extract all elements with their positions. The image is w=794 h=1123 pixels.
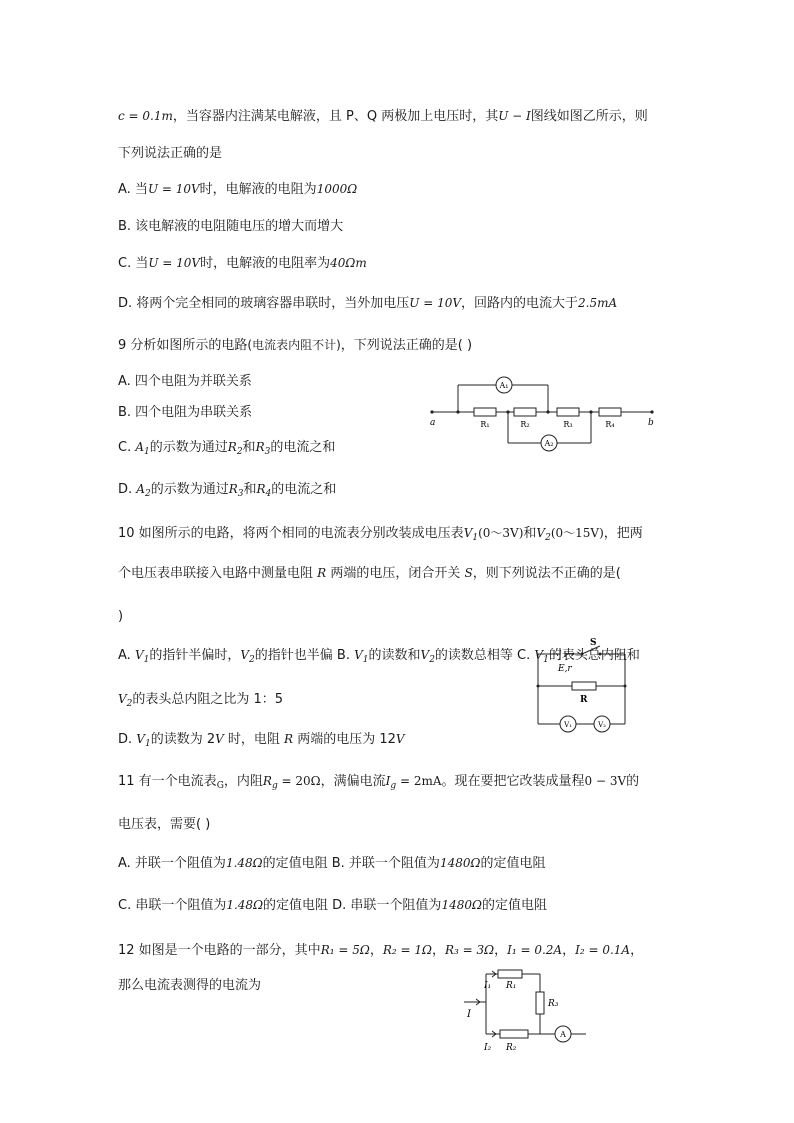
- q10-fig-v1: V₁: [564, 721, 572, 729]
- q9-r1-resistor: [474, 408, 496, 416]
- q9-option-a: A. 四个电阻为并联关系: [118, 374, 252, 389]
- q11-d: 。现在要把它改装成量程: [441, 774, 585, 789]
- q9-fig-a2: A₂: [544, 439, 554, 448]
- q9-option-c: [118, 438, 335, 461]
- q12-fig-i: I: [467, 1009, 471, 1020]
- q10-v2: V: [536, 526, 546, 540]
- q8-c-value: c = 0.1m: [118, 109, 173, 123]
- q11-b-val: 1480Ω: [439, 856, 481, 870]
- q9-c-r1-sub: 2: [236, 447, 243, 457]
- q10-a-t5: 的表头总内阻和: [548, 648, 640, 663]
- q9-fig-a1: A₁: [499, 381, 509, 390]
- q10-b-v1-sub: 1: [362, 655, 369, 665]
- q11-ig: I: [385, 774, 391, 788]
- q12-sep2: ，: [431, 943, 445, 958]
- q8-option-a: [118, 180, 357, 199]
- q11-b-end: 的定值电阻: [480, 856, 546, 871]
- q11-a-pre: A. 并联一个阻值为: [118, 856, 226, 871]
- q10-a-t3: 的读数和: [368, 648, 421, 663]
- q9-fig-r1: R₁: [480, 420, 490, 429]
- q8-ui-label: U − I: [498, 109, 531, 123]
- q10-a-v1: V: [134, 648, 144, 662]
- q12-stem-text: 12 如图是一个电路的一部分，其中: [118, 943, 321, 958]
- q10-fig-v2: V₂: [598, 721, 606, 729]
- q10-a-t2: 的指针也半偏 B.: [254, 648, 355, 663]
- q10-v1-sub: 1: [472, 533, 479, 543]
- q9-paren: (电流表内阻不计): [247, 338, 341, 352]
- q12-i1: I₁ = 0.2A: [507, 943, 563, 957]
- q9-d-r2-sub: 4: [265, 489, 272, 499]
- q10-l5-v2: V: [118, 692, 127, 706]
- q8-a-math1: U = 10V: [147, 182, 200, 196]
- q10-and: 和: [523, 526, 537, 541]
- q10-option-d: [118, 730, 405, 753]
- q9-fig-a: a: [430, 418, 436, 428]
- q9-c-r2-sub: 3: [264, 447, 271, 457]
- q8-option-d: [118, 294, 617, 313]
- q8-option-b: B. 该电解液的电阻随电压的增大而增大: [118, 219, 344, 234]
- q10-d-v2: V: [395, 732, 405, 746]
- q12-sep3: ，: [494, 943, 508, 958]
- q10-l5-v2-sub: 2: [126, 699, 133, 709]
- q12-sep5: ，: [630, 943, 644, 958]
- q10-d-v1-sub: 1: [144, 739, 151, 749]
- q11-c-mid: 的定值电阻 D. 串联一个阻值为: [263, 898, 442, 913]
- q9-r4-resistor: [599, 408, 621, 416]
- q8-d-mid: ，回路内的电流大于: [461, 296, 579, 311]
- q8-c-math2: 40Ωm: [330, 256, 367, 270]
- q9-circuit-diagram: [424, 372, 660, 454]
- q10-l2c: ，则下列说法不正确的是(: [472, 566, 621, 581]
- q8-d-math2: 2.5mA: [578, 296, 618, 310]
- q10-d-t2: 时，电阻: [223, 732, 285, 747]
- q10-d-t3: 两端的电压为 12: [293, 732, 396, 747]
- q12-r1-resistor: [498, 970, 522, 978]
- q9-r3-resistor: [557, 408, 579, 416]
- q11-c-val: 1.48Ω: [226, 898, 264, 912]
- q9-c-and: 和: [242, 440, 256, 455]
- q9-option-b: B. 四个电阻为串联关系: [118, 405, 253, 420]
- q9-stem-text: 9 分析如图所示的电路: [118, 338, 248, 353]
- q10-d-pre: D.: [118, 732, 137, 747]
- q11-rg-val: = 20Ω: [277, 774, 321, 788]
- q8-line2: 下列说法正确的是: [118, 146, 223, 161]
- q11-rg-sub: g: [271, 781, 278, 791]
- q12-r2-resistor: [500, 1030, 528, 1038]
- q11-ig-val: = 2mA: [396, 774, 442, 788]
- q8-intro-text: ，当容器内注满某电解液，且 P、Q 两极加上电压时，其: [172, 109, 499, 124]
- q11-a-mid: 的定值电阻 B. 并联一个阻值为: [262, 856, 440, 871]
- q8-intro-end: 图线如图乙所示，则: [530, 109, 648, 124]
- q10-fig-er: E,r: [558, 664, 572, 674]
- q8-a-pre: A. 当: [118, 182, 148, 197]
- q11-rg: R: [262, 774, 272, 788]
- q8-a-mid: 时，电解液的电阻为: [199, 182, 317, 197]
- q11-range: 0 − 3V: [584, 774, 627, 788]
- q10-d-v1: V: [136, 732, 145, 746]
- q10-a-v2: V: [240, 648, 250, 662]
- q9-c-r2: R: [255, 440, 265, 454]
- q10-l2a: 个电压表串联接入电路中测量电阻: [118, 566, 318, 581]
- q11-option-ab: [118, 854, 545, 873]
- q9-c-end: 的电流之和: [270, 440, 336, 455]
- q10-b-v2-sub: 2: [429, 655, 435, 665]
- q12-fig-r1: R₁: [506, 981, 517, 991]
- q11-option-cd: [118, 896, 547, 915]
- q12-fig-i2: I₂: [484, 1043, 492, 1053]
- q10-b-v1: V: [354, 648, 363, 662]
- q11-c-pre: C. 串联一个阻值为: [118, 898, 227, 913]
- q12-fig-a: A: [560, 1030, 566, 1039]
- q12-circuit-diagram: [460, 962, 590, 1054]
- q8-d-pre: D. 将两个完全相同的玻璃容器串联时，当外加电压: [118, 296, 410, 311]
- q8-c-mid: 时，电解液的电阻率为: [200, 256, 331, 271]
- q9-c-a-sub: 1: [144, 447, 150, 457]
- q8-a-math2: 1000Ω: [316, 182, 358, 196]
- q9-d-r1-sub: 3: [237, 489, 244, 499]
- q11-stem: [118, 772, 639, 795]
- q10-line5: [118, 690, 283, 713]
- q12-stem: [118, 941, 643, 960]
- q11-b: ，内阻: [223, 774, 263, 789]
- q10-v1: V: [463, 526, 473, 540]
- q10-line3: ): [118, 609, 124, 624]
- q10-l2s: S: [464, 566, 473, 580]
- q9-fig-r4: R₄: [605, 420, 615, 429]
- q9-fig-r2: R₂: [520, 420, 530, 429]
- q9-fig-b: b: [648, 418, 654, 428]
- q10-fig-r: R: [580, 695, 588, 705]
- q9-c-mid: 的示数为通过: [149, 440, 228, 455]
- q10-stem: [118, 524, 643, 547]
- q11-e: 的: [626, 774, 640, 789]
- q9-c-pre: C.: [118, 440, 136, 455]
- q10-r-resistor: [572, 682, 596, 690]
- q9-d-r2: R: [256, 482, 266, 496]
- q9-d-and: 和: [243, 482, 257, 497]
- q10-stem-text: 10 如图所示的电路，将两个相同的电流表分别改装成电压表: [118, 526, 464, 541]
- q10-c-v1-sub: 1: [543, 655, 549, 665]
- q11-ig-sub: g: [390, 781, 397, 791]
- q12-r1: R₁ = 5Ω: [320, 943, 370, 957]
- q11-d-end: 的定值电阻: [481, 898, 547, 913]
- q11-c: ，满偏电流: [320, 774, 386, 789]
- q11-a: 11 有一个电流表: [118, 774, 217, 789]
- q10-d-r: R: [284, 732, 294, 746]
- q12-fig-r2: R₂: [506, 1043, 517, 1053]
- q10-option-abc: [118, 646, 640, 669]
- q9-c-a: A: [135, 440, 145, 454]
- q12-i2: I₂ = 0.1A: [575, 943, 631, 957]
- q10-a-t4: 的读数总相等 C.: [434, 648, 535, 663]
- q12-fig-i1: I₁: [484, 981, 492, 991]
- q10-a-pre: A.: [118, 648, 135, 663]
- q10-v2-range: (0～15V): [550, 526, 604, 540]
- q9-d-mid: 的示数为通过: [150, 482, 229, 497]
- q9-d-end: 的电流之和: [271, 482, 337, 497]
- q12-sep1: ，: [369, 943, 383, 958]
- q10-v2-sub: 2: [545, 533, 551, 543]
- q8-option-c: [118, 254, 367, 273]
- q9-stem: [118, 336, 472, 355]
- q9-stem-end: ，下列说法正确的是( ): [340, 338, 473, 353]
- q11-a-val: 1.48Ω: [225, 856, 263, 870]
- q8-c-math1: U = 10V: [148, 256, 201, 270]
- q12-r3-resistor: [536, 992, 544, 1014]
- q9-c-r1: R: [227, 440, 237, 454]
- q10-d-t1: 的读数为 2: [150, 732, 216, 747]
- q10-v1-range: (0～3V): [478, 526, 524, 540]
- q11-g: G: [216, 781, 224, 791]
- q9-r2-resistor: [514, 408, 536, 416]
- q10-a-t1: 的指针半偏时，: [149, 648, 241, 663]
- q9-d-a-sub: 2: [144, 489, 151, 499]
- q8-d-math1: U = 10V: [409, 296, 462, 310]
- q10-l2b: 两端的电压，闭合开关: [326, 566, 465, 581]
- q10-c-v1: V: [534, 648, 544, 662]
- q12-sep4: ，: [562, 943, 576, 958]
- q10-l5-text: 的表头总内阻之比为 1：5: [132, 692, 284, 707]
- q10-l2r: R: [317, 566, 327, 580]
- q10-fig-s: S: [590, 638, 597, 648]
- q9-d-r1: R: [228, 482, 238, 496]
- q9-d-pre: D.: [118, 482, 137, 497]
- q12-line2: 那么电流表测得的电流为: [118, 978, 262, 993]
- q10-line2: [118, 564, 621, 583]
- q10-stem-end: ，把两: [603, 526, 643, 541]
- q9-fig-r3: R₃: [563, 420, 573, 429]
- q10-b-v2: V: [420, 648, 430, 662]
- q10-a-v1-sub: 1: [143, 655, 150, 665]
- q8-intro: [118, 107, 648, 126]
- q12-r2: R₂ = 1Ω: [382, 943, 432, 957]
- q10-d-v: V: [215, 732, 224, 746]
- q9-d-a: A: [136, 482, 145, 496]
- q12-fig-r3: R₃: [548, 999, 559, 1009]
- q11-line2: 电压表，需要( ): [118, 817, 211, 832]
- q8-c-pre: C. 当: [118, 256, 149, 271]
- q12-r3: R₃ = 3Ω: [444, 943, 495, 957]
- q10-a-v2-sub: 2: [249, 655, 255, 665]
- q9-option-d: [118, 480, 336, 503]
- q11-d-val: 1480Ω: [441, 898, 482, 912]
